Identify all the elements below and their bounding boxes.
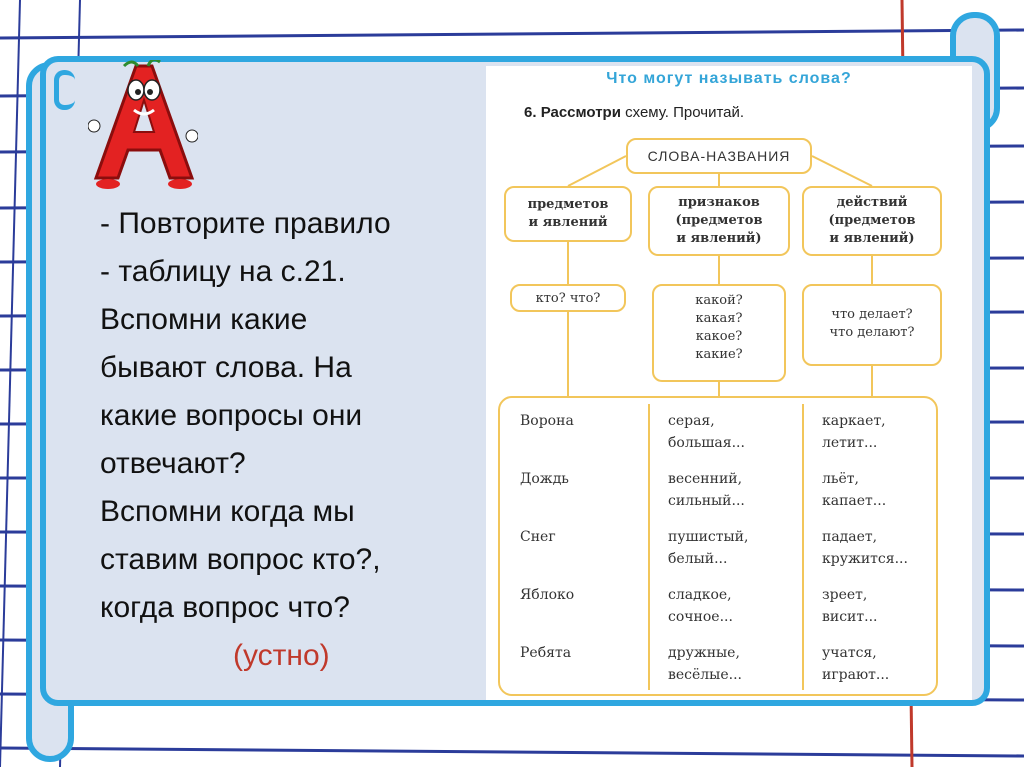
attr-line: весёлые...: [668, 667, 742, 683]
attr-line: сочное...: [668, 609, 733, 625]
act-line: капает...: [822, 493, 887, 509]
question-line: какие?: [695, 347, 743, 362]
act-cell: [822, 410, 886, 454]
category-attributes: [648, 186, 790, 256]
oral-note: (устно): [233, 639, 330, 672]
attr-line: сильный...: [668, 493, 745, 509]
scroll-curl: [54, 70, 75, 110]
category-line: признаков: [678, 195, 760, 210]
noun-cell: Дождь: [520, 471, 569, 487]
instruction-line: - Повторите правило: [100, 207, 391, 240]
category-line: предметов: [527, 197, 609, 212]
question-line: какой?: [695, 293, 743, 308]
instruction-line: отвечают?: [100, 447, 246, 480]
category-objects: [504, 186, 632, 242]
instruction-line: когда вопрос что?: [100, 591, 350, 624]
instruction-text: [100, 200, 480, 680]
attr-cell: [668, 584, 733, 628]
instruction-line: Вспомни когда мы: [100, 495, 355, 528]
category-line: и явлений): [829, 231, 915, 246]
table-divider: [648, 404, 650, 690]
instruction-line: бывают слова. На: [100, 351, 352, 384]
question-attributes: [652, 284, 786, 382]
instruction-line: ставим вопрос кто?,: [100, 543, 381, 576]
question-line: что делает?: [831, 307, 913, 322]
act-cell: [822, 468, 886, 512]
noun-cell: Ворона: [520, 413, 574, 429]
noun-cell: Снег: [520, 529, 556, 545]
noun-cell: Яблоко: [520, 587, 575, 603]
instruction-line: какие вопросы они: [100, 399, 363, 432]
attr-line: пушистый,: [668, 529, 749, 545]
scheme-head: СЛОВА-НАЗВАНИЯ: [626, 138, 812, 174]
words-table: [498, 396, 938, 696]
category-line: (предметов: [828, 213, 916, 228]
act-line: висит...: [822, 609, 878, 625]
category-line: действий: [836, 195, 908, 210]
question-line: кто? что?: [535, 291, 601, 306]
attr-cell: [668, 642, 742, 686]
attr-line: белый...: [668, 551, 728, 567]
attr-line: сладкое,: [668, 587, 732, 603]
letter-a-mascot-icon: [88, 60, 198, 190]
question-line: что делают?: [829, 325, 915, 340]
attr-line: большая...: [668, 435, 745, 451]
attr-line: дружные,: [668, 645, 740, 661]
table-divider: [802, 404, 804, 690]
task-number: 6.: [524, 104, 537, 121]
noun-cell: Ребята: [520, 645, 572, 661]
act-line: льёт,: [822, 471, 859, 487]
question-objects: [510, 284, 626, 312]
question-line: какая?: [695, 311, 743, 326]
act-line: учатся,: [822, 645, 877, 661]
task-rest: схему. Прочитай.: [625, 104, 745, 121]
act-line: каркает,: [822, 413, 886, 429]
question-line: какое?: [695, 329, 743, 344]
attr-cell: [668, 410, 745, 454]
question-actions: [802, 284, 942, 366]
act-line: зреет,: [822, 587, 868, 603]
textbook-title: Что могут называть слова?: [606, 70, 852, 87]
attr-cell: [668, 526, 748, 570]
category-line: (предметов: [675, 213, 763, 228]
task-bold: Рассмотри: [540, 104, 621, 121]
act-line: играют...: [822, 667, 890, 683]
attr-line: весенний,: [668, 471, 743, 487]
attr-cell: [668, 468, 745, 512]
category-line: и явлений: [528, 215, 608, 230]
instruction-line: - таблицу на с.21.: [100, 255, 346, 288]
act-line: кружится...: [822, 551, 908, 567]
act-cell: [822, 526, 908, 570]
category-line: и явлений): [676, 231, 762, 246]
act-cell: [822, 642, 889, 686]
act-cell: [822, 584, 877, 628]
act-line: падает,: [822, 529, 878, 545]
textbook-page: [486, 66, 972, 700]
instruction-line: Вспомни какие: [100, 303, 308, 336]
act-line: летит...: [822, 435, 878, 451]
attr-line: серая,: [668, 413, 715, 429]
category-actions: [802, 186, 942, 256]
